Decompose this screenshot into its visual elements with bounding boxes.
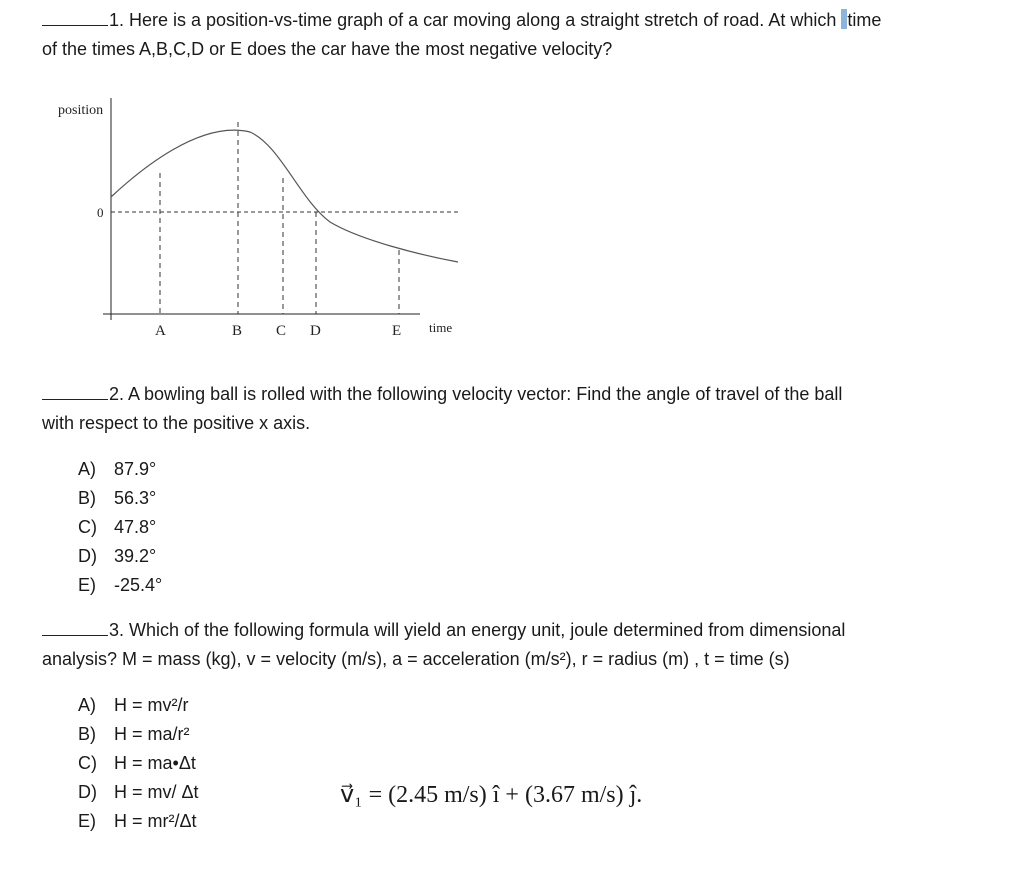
choice-2d: D) 39.2°	[78, 546, 157, 566]
question-1-line-2: of the times A,B,C,D or E does the car have the most negative velocity?	[42, 39, 613, 59]
choice-3e: E) H = mr²/Δt	[78, 811, 197, 831]
question-3-choices	[78, 691, 199, 836]
marker-label-b: B	[232, 323, 243, 339]
question-2-line-2: with respect to the positive x axis.	[42, 413, 311, 433]
marker-label-c: C	[276, 323, 287, 339]
marker-label-a: A	[155, 323, 166, 339]
question-3	[42, 616, 982, 674]
zero-label: 0	[97, 205, 104, 220]
choice-3c: C) H = ma•Δt	[78, 753, 196, 773]
question-1-line-1: 1. Here is a position-vs-time graph of a car moving along a straight stretch of road. At which time	[42, 6, 982, 35]
answer-blank-3[interactable]	[42, 621, 108, 636]
marker-label-e: E	[392, 323, 402, 339]
marker-label-d: D	[310, 323, 321, 339]
question-2-line-1: 2. A bowling ball is rolled with the following velocity vector: Find the angle of travel of the ball	[42, 380, 982, 409]
answer-blank-1[interactable]	[42, 11, 108, 26]
question-3-line-2: analysis? M = mass (kg), v = velocity (m/s), a = acceleration (m/s²), r = radius (m) , t = time (s)	[42, 649, 790, 669]
choice-2b: B) 56.3°	[78, 488, 157, 508]
question-1	[42, 6, 982, 64]
choice-3d: D) H = mv/ Δt	[78, 782, 199, 802]
choice-3a: A) H = mv²/r	[78, 695, 189, 715]
choice-2c: C) 47.8°	[78, 517, 157, 537]
choice-2a: A) 87.9°	[78, 459, 157, 479]
choice-3b: B) H = ma/r²	[78, 724, 190, 744]
velocity-vector-equation: v⃗₁ = (2.45 m/s) î + (3.67 m/s) ĵ.	[340, 782, 643, 808]
choice-2e: E) -25.4°	[78, 575, 163, 595]
x-axis-label: time	[429, 320, 453, 335]
question-2	[42, 380, 982, 438]
y-axis-label: position	[58, 103, 104, 118]
question-3-line-1: 3. Which of the following formula will yield an energy unit, joule determined from dimensional	[42, 616, 982, 645]
position-curve	[111, 130, 458, 262]
question-2-choices	[78, 455, 162, 600]
answer-blank-2[interactable]	[42, 385, 108, 400]
position-time-graph	[0, 90, 480, 350]
